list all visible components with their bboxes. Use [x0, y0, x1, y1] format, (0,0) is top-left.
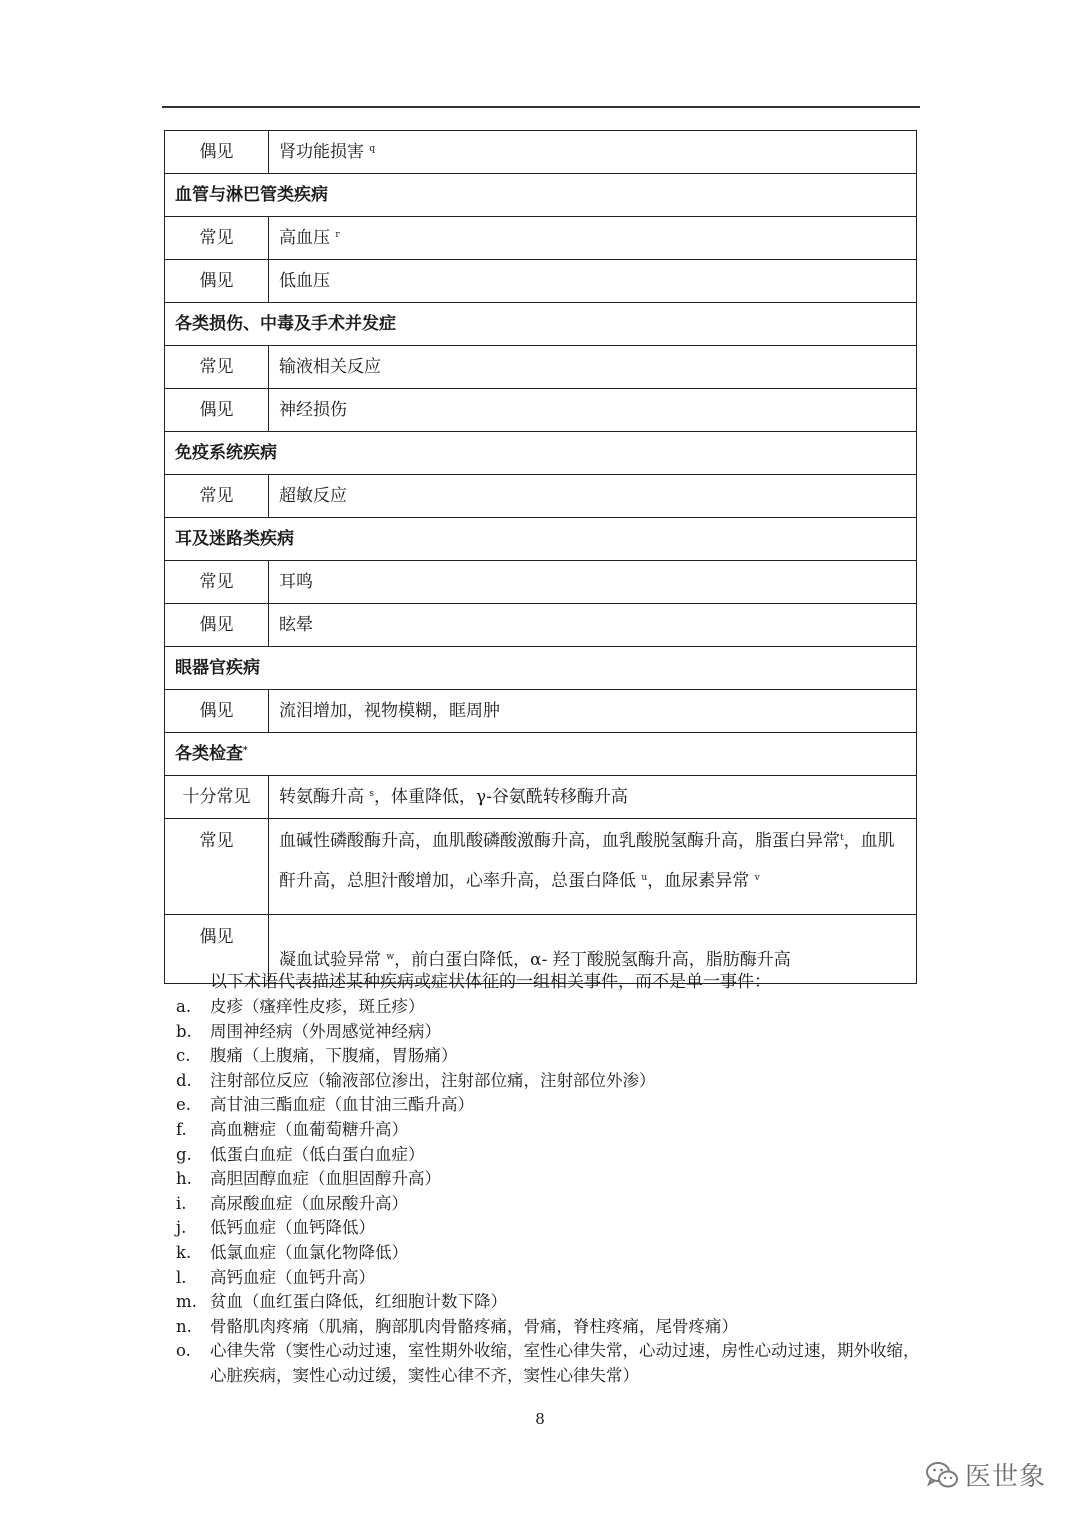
- table-row: [165, 475, 917, 518]
- list-letter: e.: [176, 1095, 192, 1115]
- event-text: 凝血试验异常: [279, 950, 381, 970]
- section-heading: [165, 733, 917, 776]
- wechat-icon: [925, 1460, 959, 1490]
- event-cell: [269, 217, 917, 260]
- footnote-mark: w: [386, 952, 395, 962]
- frequency-cell: 偶见: [165, 131, 269, 174]
- frequency-cell: 常见: [165, 819, 269, 915]
- list-item: [176, 1118, 926, 1143]
- frequency-cell: 常见: [165, 217, 269, 260]
- section-heading: 耳及迷路类疾病: [165, 518, 917, 561]
- list-text: 心律失常（窦性心动过速，室性期外收缩，室性心律失常，心动过速，房性心动过速，期外收缩，心脏疾病，窦性心动过缓，窦性心律不齐，窦性心律失常）: [210, 1341, 920, 1385]
- event-cell: 低血压: [269, 260, 917, 303]
- list-letter: o.: [176, 1341, 191, 1361]
- event-text: ，前白蛋白降低，α- 羟丁酸脱氢酶升高，脂肪酶升高: [394, 950, 791, 970]
- list-item: [176, 1069, 926, 1094]
- section-heading: 免疫系统疾病: [165, 432, 917, 475]
- section-heading: 血管与淋巴管类疾病: [165, 174, 917, 217]
- list-text: 高钙血症（血钙升高）: [210, 1267, 375, 1287]
- list-item: [176, 1143, 926, 1168]
- list-letter: k.: [176, 1242, 192, 1262]
- list-text: 高血糖症（血葡萄糖升高）: [210, 1119, 408, 1139]
- table-row: [165, 561, 917, 604]
- adverse-reactions-table: [164, 130, 917, 984]
- event-cell: [269, 131, 917, 174]
- table-row: [165, 217, 917, 260]
- list-item: [176, 1216, 926, 1241]
- list-letter: m.: [176, 1292, 197, 1312]
- list-letter: l.: [176, 1267, 187, 1287]
- list-item: [176, 1241, 926, 1266]
- list-letter: i.: [176, 1193, 187, 1213]
- section-row: [165, 432, 917, 475]
- section-row: [165, 518, 917, 561]
- footnote-mark: u: [641, 873, 648, 883]
- watermark: [925, 1456, 1046, 1493]
- list-letter: f.: [176, 1119, 187, 1139]
- event-text: 转氨酶升高: [279, 787, 364, 807]
- event-cell: 流泪增加，视物模糊，眶周肿: [269, 690, 917, 733]
- event-text: ，血尿素异常: [647, 871, 750, 891]
- table-row: [165, 819, 917, 915]
- list-item: [176, 1339, 926, 1388]
- list-item: [176, 1044, 926, 1069]
- list-letter: j.: [176, 1218, 187, 1238]
- event-cell: 超敏反应: [269, 475, 917, 518]
- event-cell: 输液相关反应: [269, 346, 917, 389]
- event-cell: [269, 819, 917, 915]
- event-text: ，血肌酐升高，总胆汁酸增加，心率升高，总蛋白降低: [279, 831, 895, 891]
- footnote-mark: q: [369, 144, 376, 154]
- list-item: [176, 1167, 926, 1192]
- section-heading: 各类损伤、中毒及手术并发症: [165, 303, 917, 346]
- list-item: [176, 1093, 926, 1118]
- frequency-cell: 偶见: [165, 604, 269, 647]
- frequency-cell: 常见: [165, 346, 269, 389]
- list-text: 高尿酸血症（血尿酸升高）: [210, 1193, 408, 1213]
- list-item: [176, 1020, 926, 1045]
- section-row: [165, 647, 917, 690]
- event-text: 肾功能损害: [279, 142, 364, 162]
- list-letter: c.: [176, 1046, 191, 1066]
- list-text: 骨骼肌肉疼痛（肌痛，胸部肌肉骨骼疼痛，骨痛，脊柱疼痛，尾骨疼痛）: [210, 1316, 738, 1336]
- list-text: 皮疹（瘙痒性皮疹，斑丘疹）: [210, 997, 425, 1016]
- header-rule: [162, 106, 920, 108]
- watermark-text: 医世象: [964, 1462, 1046, 1492]
- list-text: 低氯血症（血氯化物降低）: [210, 1242, 408, 1262]
- footnote-mark: r: [335, 230, 340, 240]
- list-item: [176, 995, 926, 1020]
- list-item: [176, 1315, 926, 1340]
- frequency-cell: 十分常见: [165, 776, 269, 819]
- list-text: 腹痛（上腹痛，下腹痛，胃肠痛）: [210, 1046, 458, 1066]
- event-cell: [269, 776, 917, 819]
- event-text: 高血压: [279, 228, 330, 248]
- event-text: ，体重降低，γ-谷氨酰转移酶升高: [374, 787, 628, 807]
- list-text: 高胆固醇血症（血胆固醇升高）: [210, 1169, 441, 1189]
- list-letter: n.: [176, 1316, 192, 1336]
- list-item: [176, 1192, 926, 1217]
- table-row: [165, 776, 917, 819]
- frequency-cell: 偶见: [165, 389, 269, 432]
- list-text: 贫血（血红蛋白降低，红细胞计数下降）: [210, 1292, 507, 1312]
- section-label: 各类检查: [175, 744, 243, 764]
- table-row: [165, 346, 917, 389]
- list-letter: h.: [176, 1169, 192, 1189]
- event-cell: 眩晕: [269, 604, 917, 647]
- footnote-mark: t: [840, 833, 844, 843]
- list-item: [176, 1290, 926, 1315]
- frequency-cell: 常见: [165, 475, 269, 518]
- section-heading: 眼器官疾病: [165, 647, 917, 690]
- section-row: [165, 174, 917, 217]
- frequency-cell: 偶见: [165, 690, 269, 733]
- table-row: [165, 690, 917, 733]
- event-cell: 耳鸣: [269, 561, 917, 604]
- list-letter: d.: [176, 1070, 192, 1090]
- frequency-cell: 常见: [165, 561, 269, 604]
- list-text: 低钙血症（血钙降低）: [210, 1218, 375, 1238]
- list-letter: g.: [176, 1144, 192, 1164]
- section-row: [165, 733, 917, 776]
- list-letter: b.: [176, 1021, 192, 1041]
- table-row: [165, 604, 917, 647]
- list-text: 周围神经病（外周感觉神经病）: [210, 1021, 441, 1041]
- list-text: 低蛋白血症（低白蛋白血症）: [210, 1144, 425, 1164]
- notes-intro: 以下术语代表描述某种疾病或症状体征的一组相关事件，而不是单一事件：: [210, 972, 771, 992]
- frequency-cell: 偶见: [165, 915, 269, 984]
- table-row: [165, 260, 917, 303]
- footnote-mark: s: [369, 789, 375, 799]
- footnote-mark: v: [754, 873, 760, 883]
- list-item: [176, 1266, 926, 1291]
- event-cell: 神经损伤: [269, 389, 917, 432]
- footnote-list: [176, 995, 926, 1389]
- list-text: 高甘油三酯血症（血甘油三酯升高）: [210, 1095, 474, 1115]
- section-row: [165, 303, 917, 346]
- frequency-cell: 偶见: [165, 260, 269, 303]
- list-letter: a.: [176, 997, 192, 1016]
- table-row: [165, 131, 917, 174]
- page-number: 8: [535, 1410, 545, 1428]
- footnote-mark: *: [243, 746, 248, 756]
- table-row: [165, 389, 917, 432]
- list-text: 注射部位反应（输液部位渗出，注射部位痛，注射部位外渗）: [210, 1070, 656, 1090]
- event-text: 血碱性磷酸酶升高，血肌酸磷酸激酶升高，血乳酸脱氢酶升高，脂蛋白异常: [279, 831, 840, 851]
